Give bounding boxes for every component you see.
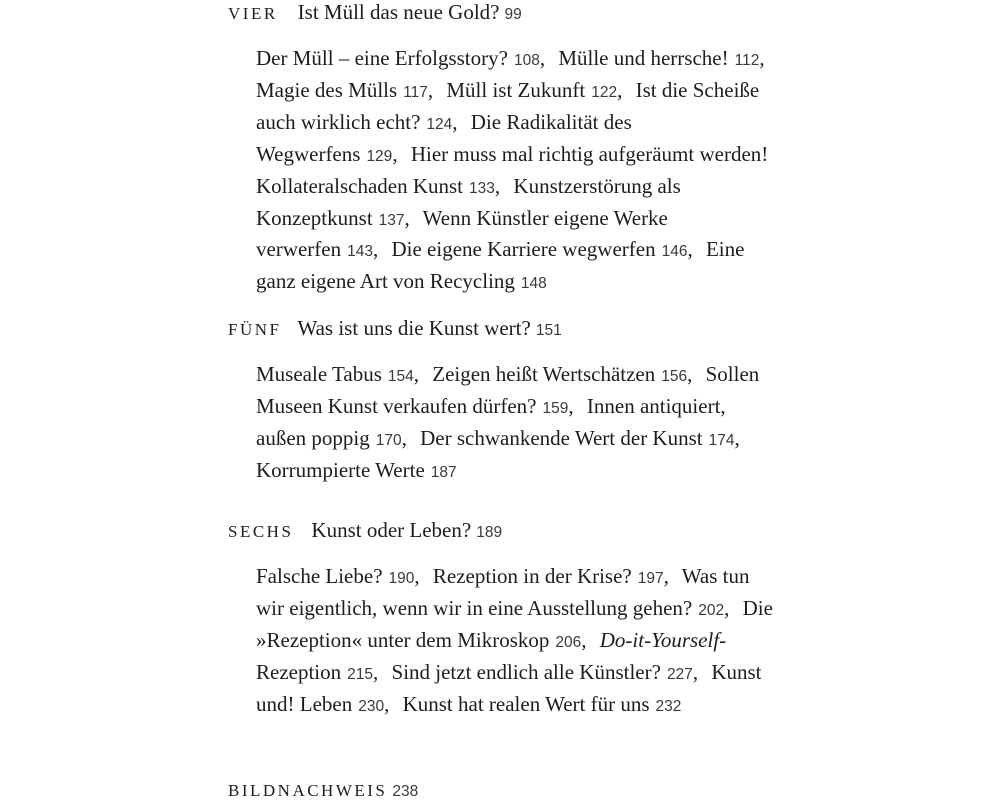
toc-entry[interactable]: Kunstzerstörung als Konzeptkunst	[256, 173, 681, 230]
entry-page: 108	[513, 52, 540, 69]
toc-entry[interactable]: Der Müll – eine Erfolgsstory?	[256, 46, 508, 70]
bildnachweis-label[interactable]: BILDNACHWEIS	[228, 781, 388, 800]
entry-rest: -Rezeption	[256, 627, 727, 684]
chapter-page: 151	[535, 322, 562, 339]
chapter-page: 189	[476, 524, 503, 541]
toc-entry[interactable]: Wenn Künstler eigene Werke verwerfen	[256, 205, 668, 262]
chapter-heading	[228, 316, 788, 343]
toc-chapter-sechs	[228, 518, 788, 722]
toc-entry[interactable]: Die »Rezeption« unter dem Mikroskop	[256, 595, 773, 652]
entry-page: 129	[366, 147, 393, 165]
entry-page: 159	[542, 399, 569, 417]
chapter-entries: Der Müll – eine Erfolgsstory? 108, Mülle und herrsche! 112, Magie des Mülls 117, Müll ist Zukunft 122, Ist die Scheiße auch wirklich echt? 124, Die Radikalität des Wegwerfens 129, Hier muss mal richtig aufgeräumt werden! Kollateralschaden Kunst 133, Kunstzerstörung als Konzeptkunst 137, Wenn Künstler eigene Werke verwerfen 143, Die eigene Karriere wegwerfen 146, Eine ganz eigene Art von Recycling 148	[256, 46, 769, 294]
entry-page: 143	[347, 243, 373, 261]
toc-entry[interactable]: Magie des Mülls	[256, 77, 398, 102]
entry-italic-part: Do-it-Yourself	[599, 627, 720, 652]
chapter-entries: Falsche Liebe? 190, Rezeption in der Krise? 197, Was tun wir eigentlich, wenn wir in eine Ausstellung gehen? 202, Die »Rezeption« unter dem Mikroskop 206, Do-it-Yourself-Rezeption 215, Sind jetzt endlich alle Künstler? 227, Kunst und! Leben 230, Kunst hat realen Wert für uns 232	[256, 564, 773, 716]
entry-page: 202	[698, 601, 725, 619]
toc-entry[interactable]: Der schwankende Wert der Kunst	[420, 425, 703, 450]
toc-entry[interactable]: Museale Tabus	[256, 362, 382, 386]
entry-page: 117	[403, 83, 428, 101]
chapter-entries: Museale Tabus 154, Zeigen heißt Wertschätzen 156, Sollen Museen Kunst verkaufen dürfen? 159, Innen antiquiert, außen poppig 170, Der schwankende Wert der Kunst 174, Korrumpierte Werte 187	[256, 362, 760, 482]
entry-page: 230	[358, 697, 385, 715]
toc-entry[interactable]: Zeigen heißt Wertschätzen	[432, 362, 656, 386]
entry-page: 112	[734, 52, 760, 69]
entry-page: 232	[655, 697, 682, 715]
chapter-heading	[228, 0, 788, 27]
chapter-number: VIER	[228, 4, 278, 23]
entry-page: 174	[708, 431, 735, 449]
entry-page: 146	[661, 243, 688, 261]
entry-page: 197	[637, 570, 664, 587]
entry-page: 156	[661, 368, 688, 385]
entry-page: 187	[430, 463, 457, 481]
toc-entry[interactable]: Müll ist Zukunft	[446, 77, 586, 102]
toc-entry[interactable]: Die eigene Karriere wegwerfen	[391, 237, 656, 262]
entry-page: 206	[555, 633, 582, 651]
chapter-number: SECHS	[228, 522, 294, 541]
chapter-page: 99	[504, 6, 522, 23]
entry-page: 227	[666, 665, 693, 683]
entry-page: 124	[426, 115, 453, 133]
entry-page: 137	[378, 211, 405, 229]
entry-page: 215	[347, 665, 374, 683]
bildnachweis-page: 238	[392, 783, 419, 800]
toc-entry[interactable]: Falsche Liebe?	[256, 564, 383, 588]
toc-entry[interactable]: Sollen Museen Kunst verkaufen dürfen?	[256, 362, 760, 418]
toc-entry[interactable]: Eine ganz eigene Art von Recycling	[256, 237, 745, 294]
toc-entry[interactable]: Die Radikalität des Wegwerfens	[256, 109, 632, 166]
toc-chapter-vier	[228, 0, 788, 299]
toc-entry[interactable]: Kunst und! Leben	[256, 659, 762, 716]
chapter-heading	[228, 518, 788, 545]
entry-page: 170	[375, 431, 402, 449]
entry-page: 154	[387, 368, 414, 385]
entry-page: 133	[469, 179, 495, 197]
toc-entry[interactable]: Mülle und herrsche!	[558, 46, 729, 70]
toc-entry[interactable]: Korrumpierte Werte	[256, 457, 425, 482]
toc-entry[interactable]: Was tun wir eigentlich, wenn wir in eine Ausstellung gehen?	[256, 564, 750, 620]
entry-page: 148	[520, 275, 547, 293]
toc-entry[interactable]: Sind jetzt endlich alle Künstler?	[391, 659, 661, 684]
chapter-title[interactable]: Kunst oder Leben?	[311, 518, 472, 542]
toc-chapter-fuenf	[228, 316, 788, 488]
entry-page: 122	[591, 83, 618, 101]
chapter-number: FÜNF	[228, 320, 282, 339]
toc-entry[interactable]: Rezeption in der Krise?	[432, 564, 632, 588]
toc-entry[interactable]: Hier muss mal richtig aufgeräumt werden! Kollateralschaden Kunst	[256, 141, 769, 198]
entry-page: 190	[388, 570, 415, 587]
toc-entry[interactable]: Kunst hat realen Wert für uns	[402, 691, 650, 716]
toc-entry[interactable]: Ist die Scheiße auch wirklich echt?	[256, 77, 760, 134]
toc-entry[interactable]: Innen antiquiert, außen poppig	[256, 393, 726, 450]
chapter-title[interactable]: Ist Müll das neue Gold?	[297, 0, 500, 24]
chapter-title[interactable]: Was ist uns die Kunst wert?	[297, 316, 531, 340]
